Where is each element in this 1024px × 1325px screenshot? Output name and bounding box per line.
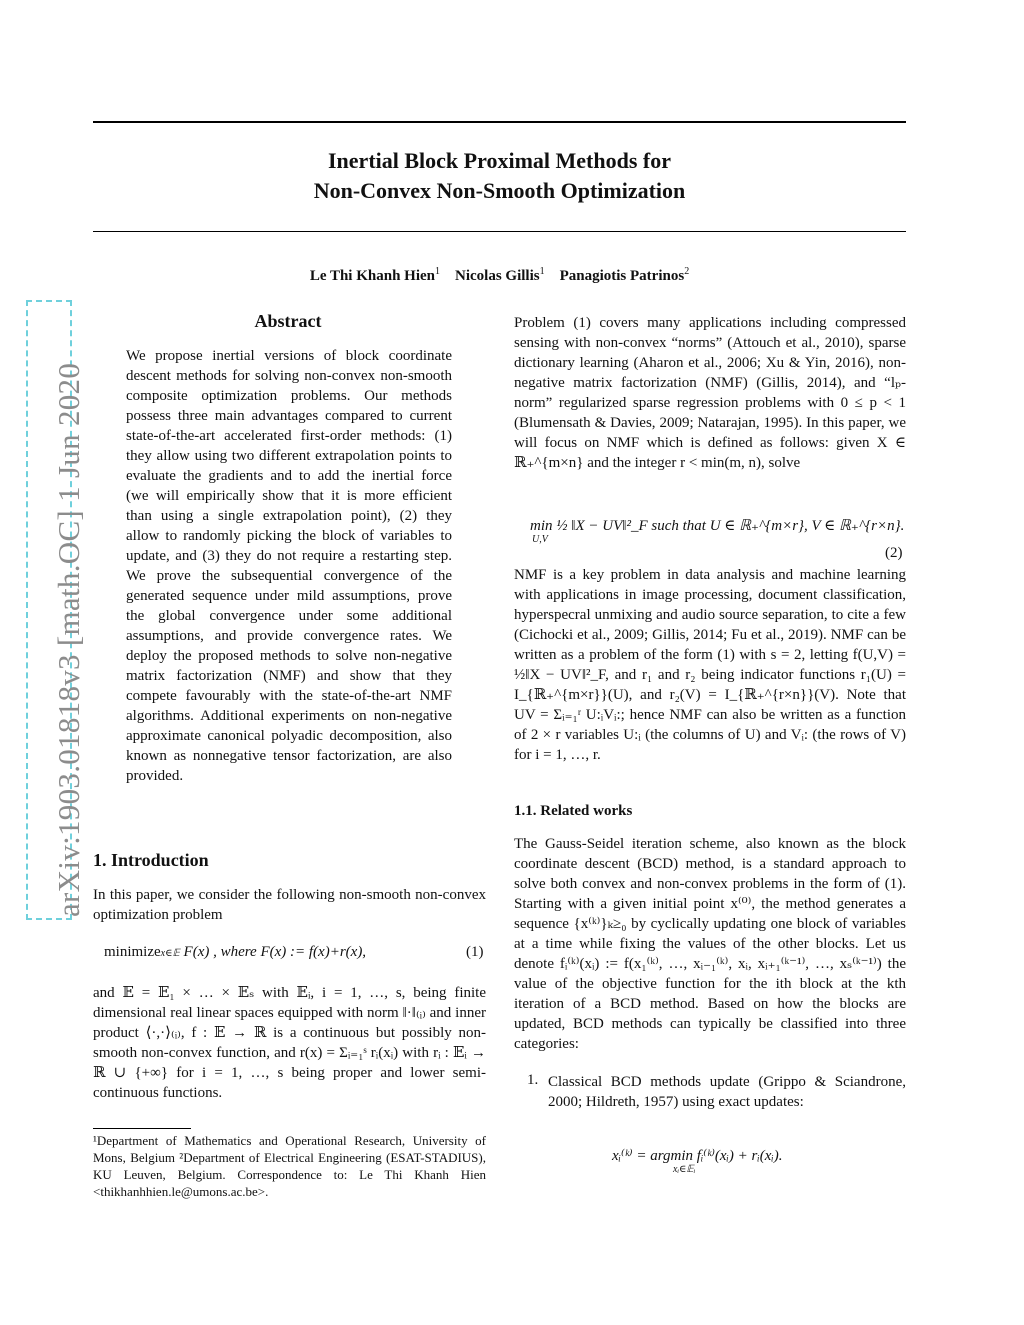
author-affiliation: 2 [684,266,690,277]
list-item-number: 1. [527,1072,539,1088]
footnote-affiliations: ¹Department of Mathematics and Operational Research, University of Mons, Belgium ²Department of Electrical Engineering (ESAT-STADIUS), KU Leuven, Belgium. Correspondence to: Le Thi Khanh Hien <thikhanhhien.le@umons.ac.be>. [93,1133,486,1199]
equation-2-subscript: U,V [532,534,548,545]
author-name: Panagiotis Patrinos [559,268,685,284]
abstract-heading: Abstract [254,311,322,331]
paper-title-line-2: Non-Convex Non-Smooth Optimization [313,178,686,203]
equation-2-number: (2) [885,545,903,561]
paper-title-line-1: Inertial Block Proximal Methods for [328,148,671,173]
list-item-text: Classical BCD methods update (Grippo & Sciandrone, 2000; Hildreth, 1957) using exact updates: [548,1074,906,1110]
subsection-heading-related-works: 1.1. Related works [514,803,633,819]
equation-3-subscript: xᵢ∈𝔼ᵢ [673,1164,696,1175]
right-paragraph-2: NMF is a key problem in data analysis and machine learning with applications in image processing, document classification, hyperspecral unmixing and audio source separation, to cite a few (Cichocki et al., 2009; Gillis, 2014; Fu et al., 2019). NMF can be written as a problem of the form (1) with s = 2, letting f(U,V) = ½‖X − UV‖²_F, and r₁ and r₂ being indicator functions r₁(U) = I_{ℝ₊^{m×r}}(U), and r₂(V) = I_{ℝ₊^{r×n}}(V). Note that UV = Σᵢ₌₁ʳ U:ᵢVᵢ:; hence NMF can also be written as a function of 2 × r variables U:ᵢ (the columns of U) and Vᵢ: (the rows of V) for i = 1, …, r. [514,567,906,763]
arxiv-stamp: arXiv:1903.01818v3 [math.OC] 1 Jun 2020 [51,362,86,917]
related-works-paragraph: The Gauss-Seidel iteration scheme, also known as the block coordinate descent (BCD) method, is a standard approach to solve both convex and non-convex problems in the form of (1). Starting with a given initial point x⁽⁰⁾, the method generates a sequence {x⁽ᵏ⁾}ₖ≥₀ by cyclically updating one block of variables at a time while fixing the values of the other blocks. Let us denote fᵢ⁽ᵏ⁾(xᵢ) := f(x₁⁽ᵏ⁾, …, xᵢ₋₁⁽ᵏ⁾, xᵢ, xᵢ₊₁⁽ᵏ⁻¹⁾, …, xₛ⁽ᵏ⁻¹⁾) the value of the objective function for the ith block at the kth iteration of a BCD method. Based on how the blocks are updated, BCD methods can typically be classified into three categories: [514,836,906,1052]
equation-1-subscript: x∈𝔼 [160,948,180,959]
intro-paragraph-2: and 𝔼 = 𝔼₁ × … × 𝔼ₛ with 𝔼ᵢ, i = 1, …, s, being finite dimensional real linear spaces equipped with norm ‖·‖₍ᵢ₎ and inner product ⟨·,·⟩₍ᵢ₎, f : 𝔼 → ℝ is a continuous but possibly non-smooth non-convex function, and r(x) = Σᵢ₌₁ˢ rᵢ(xᵢ) with rᵢ : 𝔼ᵢ → ℝ ∪ {+∞} for i = 1, …, s being proper and lower semi-continuous functions. [93,985,486,1101]
author-affiliation: 1 [539,266,545,277]
equation-1 [104,944,366,961]
section-heading-introduction: 1. Introduction [93,850,209,870]
right-paragraph-1: Problem (1) covers many applications including compressed sensing with non-convex “norms” (Attouch et al., 2010), sparse dictionary learning (Aharon et al., 2006; Xu & Yin, 2016), non-negative matrix factorization (NMF) (Gillis, 2014), and “lₚ-norm” regularized sparse regression problems with 0 ≤ p < 1 (Blumensath & Davies, 2009; Natarajan, 1995). In this paper, we will focus on NMF which is defined as follows: given X ∈ ℝ₊^{m×n} and the integer r < min(m, n), solve [514,315,906,471]
equation-2: min ½ ‖X − UV‖²_F such that U ∈ ℝ₊^{m×r}, V ∈ ℝ₊^{r×n}. [530,518,905,534]
abstract-text: We propose inertial versions of block coordinate descent methods for solving non-convex non-smooth composite optimization problems. Our methods possess three main advantages compared to current state-of-the-art accelerated first-order methods: (1) they allow using two different extrapolation points to evaluate the gradients and to add the inertial force (we will empirically show that it is more efficient than using a single extrapolation point), (2) they allow to randomly picking the block of variables to update, and (3) they do not require a restarting step. We prove the subsequential convergence of the generated sequence under mild assumptions, prove the global convergence under some additional assumptions, and provide convergence rates. We deploy the proposed methods to solve non-negative matrix factorization (NMF) and show that they compete favourably with the state-of-the-art NMF algorithms. Additional experiments on non-negative approximate canonical polyadic decomposition, also known as nonnegative tensor factorization, are also provided. [126,348,452,784]
author-name: Le Thi Khanh Hien [309,268,435,284]
equation-3: xᵢ⁽ᵏ⁾ = argmin fᵢ⁽ᵏ⁾(xᵢ) + rᵢ(xᵢ). [612,1148,783,1164]
author-list [93,266,906,285]
author-affiliation: 1 [435,266,440,277]
equation-1-number: (1) [466,944,484,960]
author-name: Nicolas Gillis [455,268,540,284]
arxiv-stamp-box [26,300,86,920]
footnote-rule [93,1128,191,1129]
intro-paragraph-1: In this paper, we consider the following non-smooth non-convex optimization problem [93,887,486,923]
equation-1-body: F(x) , where F(x) := f(x)+r(x), [183,944,367,960]
title-bottom-rule [93,231,906,232]
title-top-rule [93,121,906,123]
equation-1-operator: minimize [104,944,161,960]
